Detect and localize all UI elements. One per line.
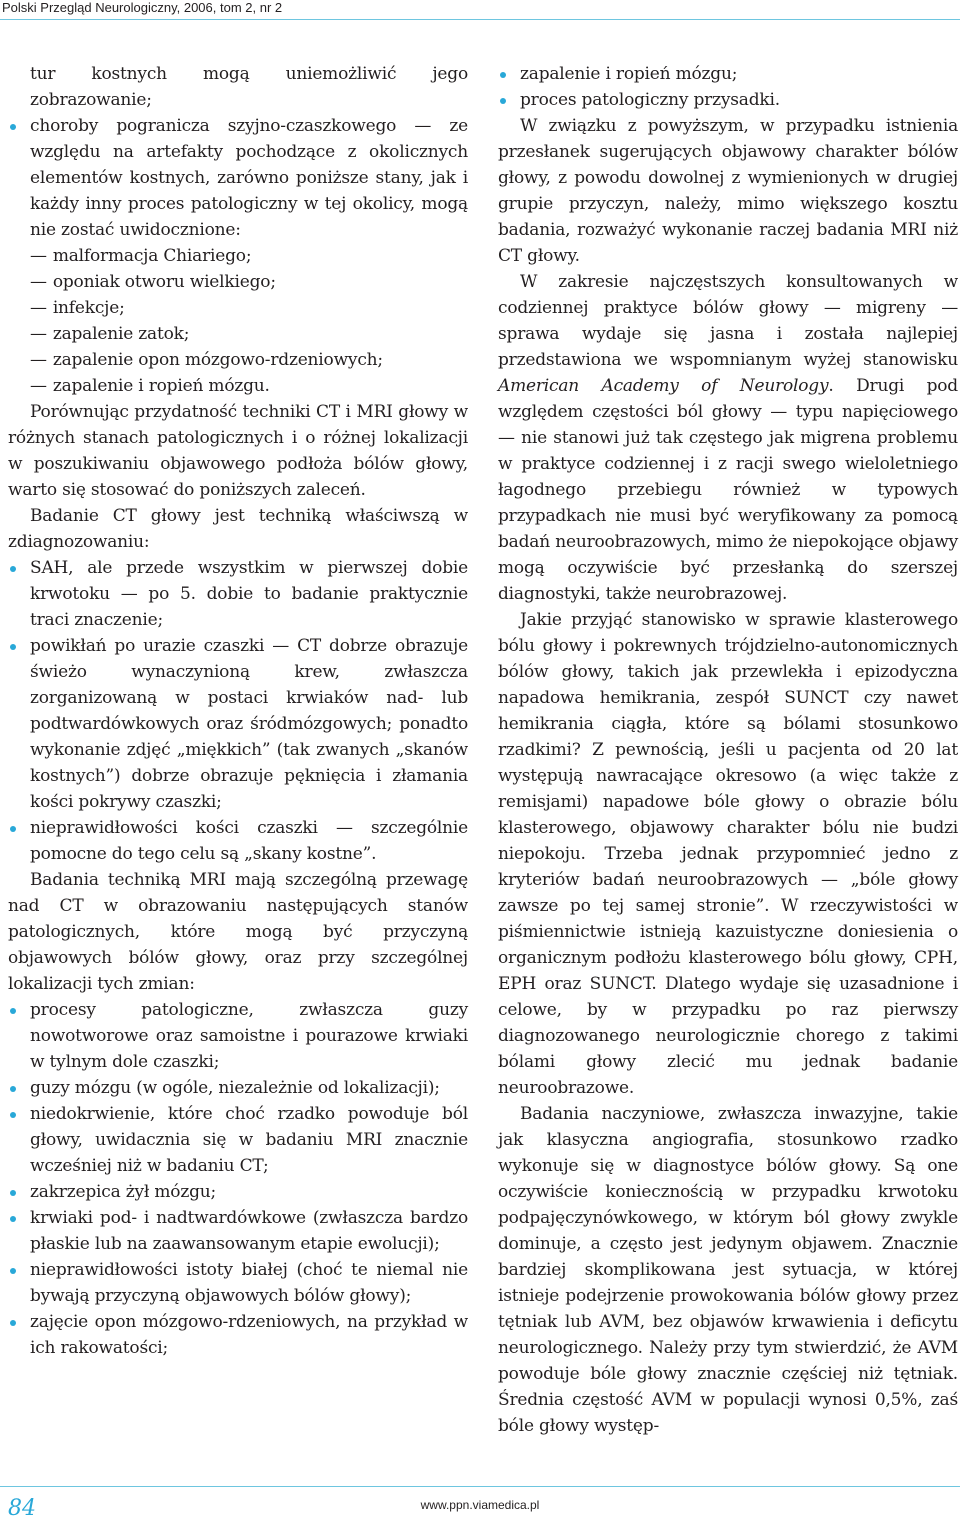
dash-item: — zapalenie i ropień mózgu. <box>8 373 468 399</box>
paragraph: Jakie przyjąć stanowisko w sprawie klasterowego bólu głowy i pokrewnych trójdzielno-autonomicznych bólów głowy, takich jak przewlekła i epizodyczna napadowa hemikrania, zespół SUNCT czy nawet hemikrania ciągła, które są bólami stosunkowo rzadkimi? Z pewnością, jeśli u pacjenta od 20 lat występują nawracające okresowo (a więc także z remisjami) napadowe bóle głowy o obrazie bólu klasterowego, objawowy charakter bólu nie budzi niepokoju. Trzeba jednak przypomnieć jedno z kryteriów badań neuroobrazowych — „bóle głowy zawsze po tej samej stronie”. W rzeczywistości w piśmiennictwie istnieją kazuistyczne doniesienia o organicznym podłożu klasterowego bólu głowy, CPH, EPH oraz SUNCT. Dlatego wydaje się uzasadnione i celowe, by w przypadku po raz pierwszy diagnozowanego neurologicznie chorego z takimi bólami głowy zlecić mu jednak badanie neuroobrazowe. <box>498 610 958 1098</box>
dash-item: — zapalenie zatok; <box>8 321 468 347</box>
list-item: nieprawidłowości istoty białej (choć te niemal nie bywają przyczyną objawowych bólów głowy); <box>8 1257 468 1309</box>
footer-rule <box>0 1486 960 1487</box>
dash-marker: — <box>30 246 47 266</box>
dash-item: — zapalenie opon mózgowo-rdzeniowych; <box>8 347 468 373</box>
list-item: tur kostnych mogą uniemożliwić jego zobrazowanie; <box>30 64 468 110</box>
paragraph: Badania naczyniowe, zwłaszcza inwazyjne, takie jak klasyczna angiografia, stosunkowo rzadko wykonuje się w diagnostyce bólów głowy. Są one oczywiście koniecznością w przypadku krwotoku podpajęczynówkowego, w którym ból głowy zwykle dominuje, a często jest jedynym objawem. Znacznie bardziej skomplikowana jest sytuacja, w której istnieje podejrzenie prowokowania bólów głowy przez tętniak lub AVM, bez objawów krwawienia i deficytu neurologicznego. Należy przy tym stwierdzić, że AVM powoduje bóle głowy znacznie częściej niż tętniak. Średnia częstość AVM w populacji wynosi 0,5%, zaś bóle głowy występ- <box>498 1104 958 1436</box>
citation-italic: American Academy of Neurology <box>498 376 829 396</box>
list-item: niedokrwienie, które choć rzadko powoduje ból głowy, uwidacznia się w badaniu MRI znacznie wcześniej niż w badaniu CT; <box>8 1101 468 1179</box>
list-item: procesy patologiczne, zwłaszcza guzy nowotworowe oraz samoistne i pourazowe krwiaki w tylnym dole czaszki; <box>8 997 468 1075</box>
header-rule <box>0 19 960 20</box>
paragraph: W związku z powyższym, w przypadku istnienia przesłanek sugerujących objawowy charakter bólów głowy, z powodu dowolnej z wymienionych w drugiej grupie przyczyn, należy, mimo większego kosztu badania, rozważyć wykonanie raczej badania MRI niż CT głowy. <box>498 116 958 266</box>
dash-marker: — <box>30 350 47 370</box>
dash-item: — malformacja Chiariego; <box>8 243 468 269</box>
running-header: Polski Przegląd Neurologiczny, 2006, tom 2, nr 2 <box>2 0 283 15</box>
right-column <box>498 61 958 1439</box>
list-item: SAH, ale przede wszystkim w pierwszej dobie krwotoku — po 5. dobie to badanie praktycznie traci znaczenie; <box>8 555 468 633</box>
paragraph: Porównując przydatność techniki CT i MRI głowy w różnych stanach patologicznych i o różnej lokalizacji w poszukiwaniu objawowego podłoża bólów głowy, warto się stosować do poniższych zaleceń. <box>8 402 468 500</box>
paragraph: W zakresie najczęstszych konsultowanych w codziennej praktyce bólów głowy — migreny — sprawa wydaje się jasna i została najlepiej przedstawiona we wspomnianym wyżej stanowisku American Academy of Neurology. Drugi pod względem częstości ból głowy — typu napięciowego — nie stanowi już tak częstego jak migrena problemu w praktyce codziennej i z racji swego wieloletniego łagodnego przebiegu również w typowych przypadkach nie musi być weryfikowany za pomocą badań neuroobrazowych, mimo że niepokojące objawy mogą oczywiście być przesłanką do szerszej diagnostyki, także neurobrazowej. <box>498 272 958 604</box>
page-number: 84 <box>8 1496 36 1521</box>
dash-marker: — <box>30 272 47 292</box>
list-item: zapalenie i ropień mózgu; <box>498 61 958 87</box>
list-item: krwiaki pod- i nadtwardówkowe (zwłaszcza bardzo płaskie lub na zaawansowanym etapie ewolucji); <box>8 1205 468 1257</box>
dash-item: — infekcje; <box>8 295 468 321</box>
list-item: proces patologiczny przysadki. <box>498 87 958 113</box>
dash-marker: — <box>30 324 47 344</box>
list-item: guzy mózgu (w ogóle, niezależnie od lokalizacji); <box>8 1075 468 1101</box>
list-item: choroby pogranicza szyjno-czaszkowego — ze względu na artefakty pochodzące z okolicznych elementów kostnych, zarówno poniższe stany, jak i każdy inny proces patologiczny w tej okolicy, mogą nie zostać uwidocznione: <box>8 113 468 243</box>
paragraph: Badanie CT głowy jest techniką właściwszą w zdiagnozowaniu: <box>8 506 468 552</box>
list-item: powikłań po urazie czaszki — CT dobrze obrazuje świeżo wynaczynioną krew, zwłaszcza zorganizowaną w postaci krwiaków nad- lub podtwardówkowych oraz śródmózgowych; ponadto wykonanie zdjęć „miękkich” (tak zwanych „skanów kostnych”) dobrze obrazuje pęknięcia i złamania kości pokrywy czaszki; <box>8 633 468 815</box>
dash-marker: — <box>30 376 47 396</box>
dash-item: — oponiak otworu wielkiego; <box>8 269 468 295</box>
footer-url: www.ppn.viamedica.pl <box>420 1498 540 1512</box>
dash-marker: — <box>30 298 47 318</box>
list-item: zajęcie opon mózgowo-rdzeniowych, na przykład w ich rakowatości; <box>8 1309 468 1361</box>
list-item: zakrzepica żył mózgu; <box>8 1179 468 1205</box>
list-item: nieprawidłowości kości czaszki — szczególnie pomocne do tego celu są „skany kostne”. <box>8 815 468 867</box>
paragraph: Badania techniką MRI mają szczególną przewagę nad CT w obrazowaniu następujących stanów patologicznych, które mogą być przyczyną objawowych bólów głowy, oraz przy szczególnej lokalizacji tych zmian: <box>8 870 468 994</box>
left-column <box>8 61 468 1361</box>
